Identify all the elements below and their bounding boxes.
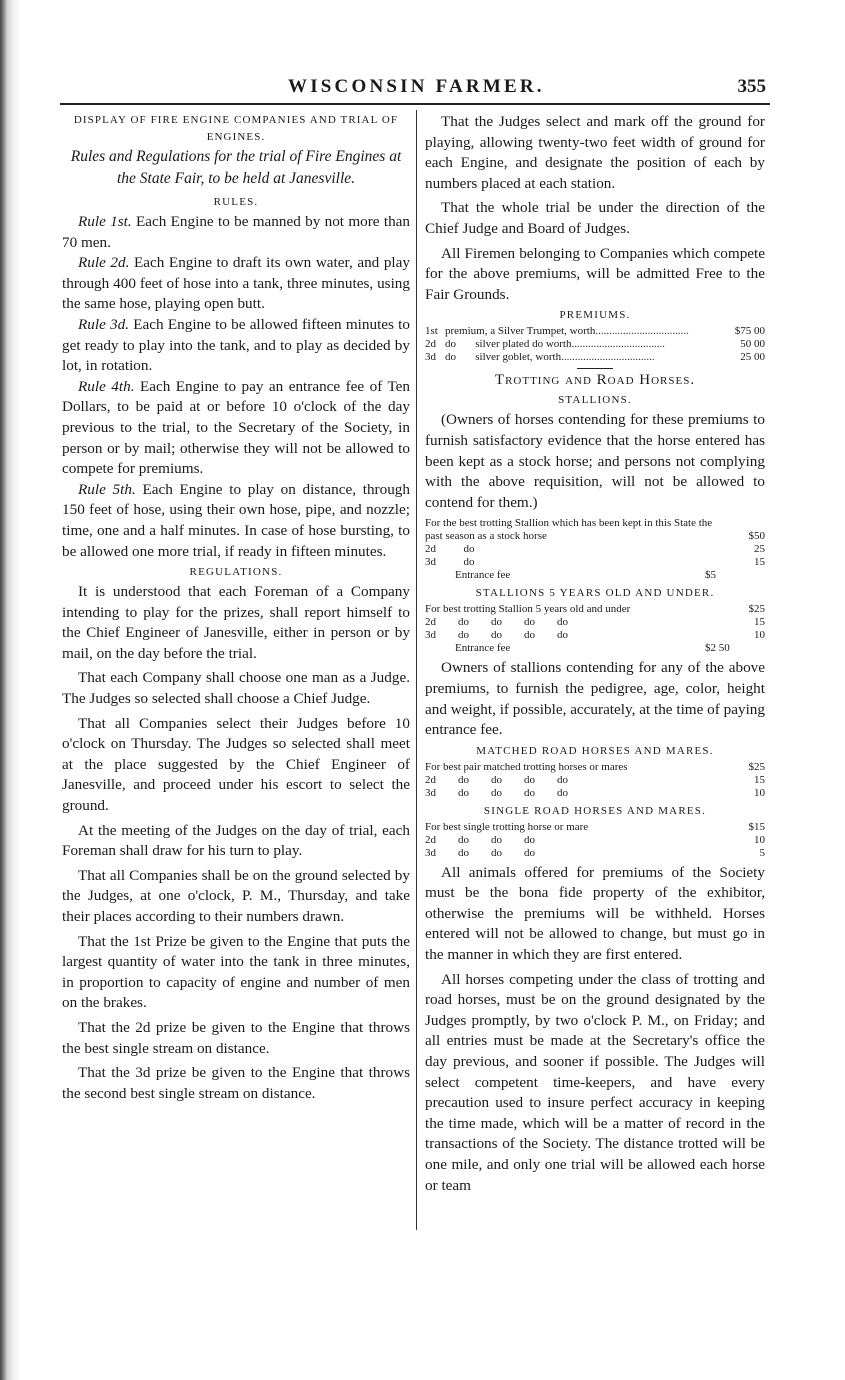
section-divider [577,368,613,369]
page-number: 355 [737,76,766,97]
rules-heading: Rules and Regulations for the trial of Fire Engines at the State Fair, to be held at Janesville. [70,148,402,187]
matched-entries [425,761,765,800]
entry-label: 3d do do do do [425,629,568,642]
entry-value: 10 [754,786,765,799]
entry-value: 15 [754,556,765,569]
stallion-entry [425,569,765,582]
single-entry [425,847,765,860]
premium-place: 2d [425,338,436,351]
stallion-entry [425,543,765,556]
stallions-5-label: STALLIONS 5 YEARS OLD AND UNDER. [475,587,715,600]
entry-value: 10 [754,833,765,846]
entry-value: $50 [748,530,765,543]
page-header [60,76,770,102]
premium-prize-text: do silver plated do worth [445,338,572,351]
column-divider [416,110,417,1230]
matched-entry [425,761,765,774]
entry-value: $25 [748,760,765,773]
matched-entry [425,787,765,800]
regulation-paragraph: It is understood that each Foreman of a Company intending to play for the prizes, shall report himself to the Chief Engineer of Janesville, either in person or by mail, on the day before the trial. [62,583,410,662]
regulation-paragraph: That the 2d prize be given to the Engine that throws the best single stream on distance. [62,1018,410,1057]
entry-label: 2d do [425,543,475,556]
premium-value: $75 00 [734,325,765,338]
entry-label: For the best trotting Stallion which has been kept in this State the past season as a stock horse [425,517,713,543]
entry-label: For best pair matched trotting horses or mares [425,760,628,773]
entry-label: 2d do do do do [425,773,568,786]
rule-1-text: Each Engine to be manned by not more than 70 men. [62,213,411,251]
stallion5-entry [425,616,765,629]
entry-value: 5 [759,846,765,859]
rule-2-text: Each Engine to draft its own water, and play through 400 feet of hose into a tank, three minutes, using the same hose, playing open butt. [62,254,410,313]
premium-row [425,325,765,338]
entry-value: 10 [754,629,765,642]
premiums-label: PREMIUMS. [559,309,631,322]
premium-value: 50 00 [740,338,765,351]
matched-label: MATCHED ROAD HORSES AND MARES. [476,744,714,757]
premium-prize [445,325,729,338]
stallion5-entry [425,603,765,616]
stallion5-entry [425,629,765,642]
entry-value: 15 [754,773,765,786]
entry-label: For best trotting Stallion 5 years old and under [425,603,631,616]
entry-label: 3d do do do [425,846,535,859]
regulations-label: REGULATIONS. [189,566,283,579]
header-rule [60,103,770,105]
rule-4-label: Rule 4th. [78,377,135,395]
single-label: SINGLE ROAD HORSES AND MARES. [483,804,707,817]
premium-prize-text: do silver goblet, worth [445,351,562,364]
entry-label: For best single trotting horse or mare [425,820,589,833]
premium-prize [445,338,729,351]
entry-value: $25 [748,603,765,616]
single-entry [425,821,765,834]
stallions-note: (Owners of horses contending for these premiums to furnish satisfactory evidence that the horse entered has been kept as a stock horse; and persons not complying with the above requisition, will not be allowed to contend for them.) [425,411,765,511]
entry-value: $5 [705,569,716,582]
rule-3 [62,315,410,377]
stallion5-entries [425,603,765,655]
entry-value: 15 [754,616,765,629]
rule-5-label: Rule 5th. [78,480,136,498]
rule-3-label: Rule 3d. [78,315,130,333]
owners-note: Owners of stallions contending for any of the above premiums, to furnish the pedigree, age, color, height and weight, if possible, accurately, at the time of paying entrance fee. [425,659,765,739]
rule-1-label: Rule 1st. [78,213,132,230]
rule-3-text: Each Engine to be allowed fifteen minutes to get ready to play into the tank, and to play as decided by lot, in rotation. [62,315,410,375]
regulation-paragraph: That all Companies shall be on the ground selected by the Judges, at one o'clock, P. M., Thursday, and take their places according to their numbers drawn. [62,866,410,925]
intro-paragraph: That the whole trial be under the direction of the Chief Judge and Board of Judges. [425,199,765,237]
leader-dots: .................................. [595,325,689,338]
closing-paragraph: All horses competing under the class of trotting and road horses, must be on the ground designated by the Judges promptly, by two o'clock P. M., on Friday; and all entries must be made at the Secretary's office the day previous, and sooner if possible. The Judges will select competent time-keepers, and have every precaution used to insure perfect accuracy in keeping the time made, which will be a matter of record in the transactions of the Society. The distance trotted will be one mile, and only one trial will be allowed each horse or team [425,970,765,1194]
stallion-entries [425,517,765,582]
premium-prize-text: premium, a Silver Trumpet, worth [445,325,596,338]
rule-4-text: Each Engine to pay an entrance fee of Ten Dollars, to be paid at or before 10 o'clock of the day previous to the trial, to the Secretary of the Society, in person or by mail; otherwise they will not be allowed to compete for premiums. [62,377,410,478]
entry-label: 3d do [425,556,475,569]
entry-value: $2 50 [705,642,730,655]
stallion-entry [425,517,765,543]
rule-4 [62,377,410,480]
left-column [62,112,410,1104]
stallions-label: STALLIONS. [558,394,632,407]
regulation-paragraph: At the meeting of the Judges on the day of trial, each Foreman shall draw for his turn to play. [62,821,410,860]
entry-label: 2d do do do do [425,616,568,629]
regulation-paragraph: That the 1st Prize be given to the Engine that puts the largest quantity of water into the tank in three minutes, in proportion to capacity of engine and number of men on the brakes. [62,932,410,1012]
entry-value: 25 [754,543,765,556]
rule-2 [62,253,410,315]
entry-label: 3d do do do do [425,786,568,799]
leader-dots: .................................. [571,338,665,351]
intro-paragraph: That the Judges select and mark off the ground for playing, allowing twenty-two feet width of ground for each Engine, and designate the position of each by numbers placed at each station. [425,113,765,192]
right-column [425,112,765,1196]
rule-2-label: Rule 2d. [78,254,130,272]
rule-1 [62,212,410,253]
premium-row [425,338,765,351]
stallion-entry [425,556,765,569]
regulation-paragraph: That all Companies select their Judges before 10 o'clock on Thursday. The Judges so selected shall meet at the place suggested by the Chief Engineer of Janesville, and proceed under his escort to select the ground. [62,714,410,815]
premium-place: 1st [425,325,438,338]
running-title: WISCONSIN FARMER. [288,76,545,97]
regulation-paragraph: That each Company shall choose one man as a Judge. The Judges so selected shall choose a Chief Judge. [62,669,410,708]
entry-label: Entrance fee [455,569,511,582]
section-title-fire-engines: DISPLAY OF FIRE ENGINE COMPANIES AND TRIAL OF ENGINES. [73,114,399,143]
rules-label: RULES. [213,196,259,208]
regulation-paragraph: That the 3d prize be given to the Engine that throws the second best single stream on distance. [62,1064,410,1102]
premium-value: 25 00 [740,351,765,364]
stallion5-entry [425,642,765,655]
closing-paragraph: All animals offered for premiums of the Society must be the bona fide property of the exhibitor, otherwise the premiums will be withheld. Horses entered will not be allowed to change, but must go in the manner in which they are first entered. [425,863,765,964]
entry-label: Entrance fee [455,642,511,655]
single-entry [425,834,765,847]
single-entries [425,821,765,860]
intro-paragraph: All Firemen belonging to Companies which compete for the above premiums, will be admitted Free to the Fair Grounds. [425,244,765,303]
trotting-title: Trotting and Road Horses. [494,372,696,389]
entry-value: $15 [748,820,765,833]
premium-row [425,351,765,364]
premium-prize [445,351,729,364]
leader-dots: .................................. [561,351,655,364]
matched-entry [425,774,765,787]
rule-5 [62,480,410,562]
rule-5-text: Each Engine to play on distance, through 150 feet of hose, using their own hose, pipe, and nozzle; time, one and a half minutes. In case of hose bursting, to be allowed one more trial, if ready in fifteen minutes. [62,480,410,560]
premiums-table [425,325,765,364]
entry-label: 2d do do do [425,833,535,846]
premium-place: 3d [425,351,436,364]
